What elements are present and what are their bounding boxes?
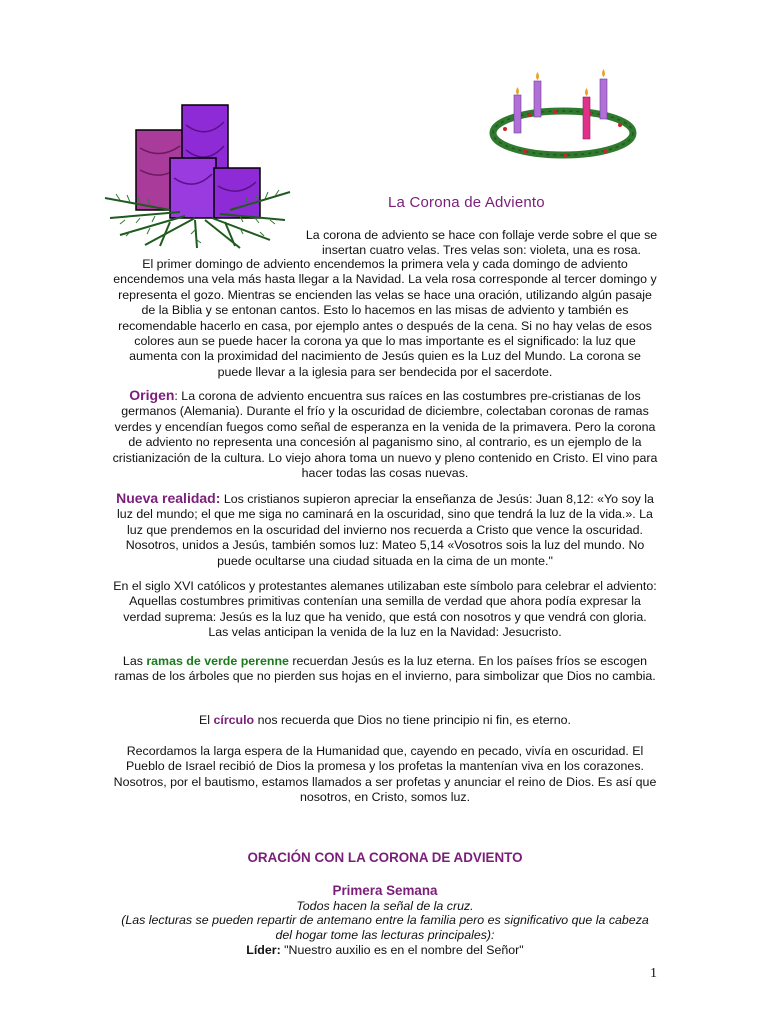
circulo-pre: El (199, 713, 214, 727)
oracion-heading: ORACIÓN CON LA CORONA DE ADVIENTO (247, 850, 523, 865)
origen-paragraph (112, 388, 658, 481)
ramas-highlight: ramas de verde perenne (146, 654, 289, 668)
violet-candle-short (214, 168, 260, 218)
page-number: 1 (650, 966, 657, 981)
primera-semana-heading: Primera Semana (332, 883, 438, 898)
circulo-paragraph (112, 713, 658, 728)
document-title: La Corona de Adviento (388, 194, 545, 211)
nueva-realidad-text: Los cristianos supieron apreciar la enseñanza de Jesús: Juan 8,12: «Yo soy la luz del mundo; el que me siga no caminará en la oscuridad, sino que tendrá la luz de la vida.». La luz que prendemos en la oscuridad del invierno nos recuerda a Cristo que vence la oscuridad. Nosotros, unidos a Jesús, también somos luz: Mateo 5,14 «Vosotros sois la luz del mundo. No puede ocultarse una ciudad situada en la cima de un monte." (117, 492, 654, 568)
origen-heading: Origen (129, 387, 175, 403)
instruction-sign-of-cross: Todos hacen la señal de la cruz. (296, 899, 474, 913)
intro-paragraph-first: La corona de adviento se hace con follaje verde sobre el que se insertan cuatro velas. Tres velas son: violeta, una es rosa. (305, 228, 658, 258)
ramas-paragraph (112, 654, 658, 685)
circulo-highlight: círculo (213, 713, 255, 727)
advent-candles-illustration (100, 100, 295, 250)
advent-wreath-illustration (485, 65, 640, 165)
siglo-xvi-paragraph: En el siglo XVI católicos y protestantes alemanes utilizaban este símbolo para celebrar el adviento: Aquellas costumbres primitivas contenían una semilla de verdad que ahora podía expresar la verdad suprema: Jesús es la luz que ha venido, que está con nosotros y que vendrá con gloria. Las velas anticipan la venida de la luz en la Navidad: Jesucristo. (113, 579, 657, 640)
nueva-realidad-paragraph (112, 491, 658, 569)
nueva-realidad-heading: Nueva realidad: (116, 490, 221, 506)
recordamos-paragraph: Recordamos la larga espera de la Humanidad que, cayendo en pecado, vivía en oscuridad. El Pueblo de Israel recibió de Dios la promesa y los profetas la mantenían viva en los corazones. Nosotros, por el bautismo, estamos llamados a ser profetas y anunciar el reino de Dios. Es así que nosotros, en Cristo, somos luz. (113, 744, 657, 805)
lider-text: "Nuestro auxilio es en el nombre del Señor" (280, 943, 524, 957)
circulo-post: nos recuerda que Dios no tiene principio ni fin, es eterno. (254, 713, 571, 727)
ramas-pre: Las (122, 654, 147, 668)
intro-paragraph: El primer domingo de adviento encendemos la primera vela y cada domingo de adviento encendemos una vela más hasta llegar a la Navidad. La vela rosa corresponde al tercer domingo y representa el gozo. Mientras se encienden las velas se hace una oración, utilizando algún pasaje de la Biblia y se entonan cantos. Esto lo hacemos en las misas de adviento y también es recomendable hacerlo en casa, por ejemplo antes o después de la cena. Si no hay velas de esos colores aun se puede hacer la corona ya que lo mas importante es el significado: la luz que aumenta con la proximidad del nacimiento de Jesús quien es la Luz del Mundo. La corona se puede llevar a la iglesia para ser bendecida por el sacerdote. (113, 257, 657, 379)
lider-label: Líder: (246, 943, 281, 957)
origen-text: : La corona de adviento encuentra sus raíces en las costumbres pre-cristianas de los germanos (Alemania). Durante el frío y la oscuridad de diciembre, colectaban coronas de ramas verdes y encendían fuegos como señal de esperanza en la venida de la primavera. Pero la corona de adviento no representa una concesión al paganismo sino, al contrario, es un ejemplo de la cristianización de la cultura. Lo viejo ahora toma un nuevo y pleno contenido en Cristo. El vino para hacer todas las cosas nuevas. (112, 389, 658, 481)
instruction-readings: (Las lecturas se pueden repartir de antemano entre la familia pero es significativo que la cabeza del hogar tome las lecturas principales): (121, 913, 649, 942)
lider-line (112, 943, 658, 957)
violet-candle-front (170, 158, 216, 218)
wreath-candles (514, 69, 607, 139)
ramas-post: recuerdan Jesús es la luz eterna. En los países fríos se escogen ramas de los árboles que no pierden sus hojas en el invierno, para simbolizar que Dios no cambia. (114, 654, 656, 684)
